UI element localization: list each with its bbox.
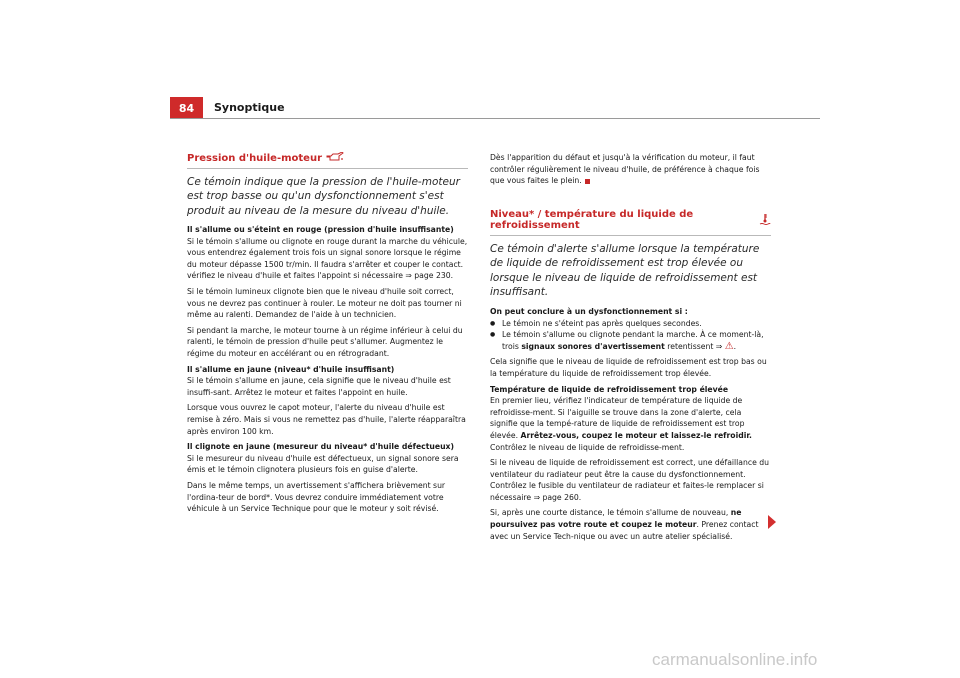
coolant-lead: Ce témoin d'alerte s'allume lorsque la température de liquide de refroidissement est trop élevée ou lorsque le niveau de liquide de refroidissement est insuffisant. (490, 242, 760, 299)
paragraph: Si le témoin lumineux clignote bien que le niveau d'huile soit correct, vous ne devrez pas continuer à rouler. Le moteur ne doit pas tourner ni même au ralenti. Demandez de l'aide à un technicien. (187, 287, 462, 320)
paragraph: Lorsque vous ouvrez le capot moteur, l'alerte du niveau d'huile est remise à zéro. Mais si vous ne remettez pas d'huile, l'alerte réapparaîtra après environ 100 km. (187, 403, 466, 436)
section-title: Synoptique (214, 101, 285, 114)
paragraph (490, 152, 771, 187)
subheading-yellow-blink: Il clignote en jaune (mesureur du niveau* d'huile défectueux) (187, 442, 455, 452)
oil-pressure-lead: Ce témoin indique que la pression de l'huile-moteur est trop basse ou qu'un dysfonctionnement s'est produit au niveau de la mesure du niveau d'huile. (187, 175, 460, 217)
paragraph-bold: ne poursuivez pas votre route et coupez le moteur (490, 508, 742, 530)
heading-text: Niveau* / température du liquide de refroidissement (490, 208, 694, 232)
list-item-bold: signaux sonores d'avertissement (521, 341, 665, 351)
watermark: carmanualsonline.info (652, 650, 818, 669)
paragraph: Si le niveau de liquide de refroidissement est correct, une défaillance du ventilateur du radiateur peut être la cause du dysfonctionnement. Contrôlez le fusible du ventilateur de radiateur et faites-le remplacer si nécessaire ⇒ page 260. (490, 458, 770, 502)
coolant-temperature-icon (759, 213, 771, 228)
list-item: ● Le témoin ne s'éteint pas après quelques secondes. (490, 318, 771, 330)
paragraph-text: . Prenez contact avec un Service Tech-nique ou avec un autre atelier spécialisé. (490, 520, 759, 541)
right-column (490, 152, 771, 546)
next-page-arrow-icon (768, 515, 776, 529)
left-column (187, 152, 468, 519)
warning-triangle-icon: ⚠ (724, 340, 734, 352)
end-mark-icon (585, 179, 590, 184)
page-number: 84 (170, 97, 203, 119)
header-divider (170, 118, 820, 119)
paragraph (490, 395, 771, 453)
heading-divider (187, 168, 468, 169)
oil-can-icon (326, 152, 344, 165)
subheading-yellow: Il s'allume en jaune (niveau* d'huile insuffisant) (187, 364, 395, 374)
paragraph: Si le témoin s'allume ou clignote en rouge durant la marche du véhicule, vous entendrez également trois fois un signal sonore lorsque le régime du moteur dépasse 1500 tr/min. Il faudra s'arrêter et couper le contact. vérifiez le niveau d'huile et faites l'appoint si nécessaire ⇒ page 230. (187, 236, 468, 281)
paragraph: Cela signifie que le niveau de liquide de refroidissement est trop bas ou la température du liquide de refroidissement trop élevée. (490, 357, 767, 378)
subheading-red: Il s'allume ou s'éteint en rouge (pression d'huile insuffisante) (187, 225, 454, 235)
subheading-malfunction: On peut conclure à un dysfonctionnement si : (490, 306, 688, 316)
paragraph-bold: Arrêtez-vous, coupez le moteur et laissez-le refroidir. (520, 430, 752, 440)
heading-divider (490, 235, 771, 236)
list-item-text: retentissent ⇒ (667, 341, 723, 351)
paragraph-text: Si, après une courte distance, le témoin s'allume de nouveau, (490, 508, 729, 518)
list-item-text: Le témoin s'allume ou clignote pendant la marche. À ce moment-là, trois (502, 330, 764, 351)
paragraph-text: En premier lieu, vérifiez l'indicateur de température de liquide de refroidisse-ment. Si l'aiguille se trouve dans la zone d'alerte, cela signifie que la tempé-rature de liquide de refroidissement est trop élevée. (490, 396, 745, 440)
paragraph: Si le mesureur du niveau d'huile est défectueux, un signal sonore sera émis et le témoin clignotera plusieurs fois en guise d'alerte. (187, 453, 459, 475)
page-header (170, 97, 820, 119)
paragraph-text: Dès l'apparition du défaut et jusqu'à la vérification du moteur, il faut contrôler régulièrement le niveau d'huile, de préférence à chaque fois que vous faites le plein. (490, 153, 760, 186)
heading-text: Pression d'huile-moteur (187, 152, 322, 164)
list-item: ● Le témoin s'allume ou clignote pendant la marche. À ce moment-là, trois signaux sonores d'avertissement retentissent ⇒ ⚠. (490, 329, 771, 352)
oil-pressure-heading (187, 152, 468, 165)
malfunction-list (490, 318, 771, 353)
paragraph: Dans le même temps, un avertissement s'affichera brièvement sur l'ordina-teur de bord*. Vous devrez conduire immédiatement votre véhicule à un Service Technique pour que le moteur y soit révisé. (187, 480, 446, 514)
subheading-temperature: Température de liquide de refroidissement trop élevée (490, 384, 729, 394)
paragraph: Si le témoin s'allume en jaune, cela signifie que le niveau d'huile est insuffi-sant. Arrêtez le moteur et faites l'appoint en huile. (187, 376, 451, 397)
paragraph-text: Contrôlez le niveau de liquide de refroidisse-ment. (490, 442, 685, 452)
coolant-heading (490, 209, 771, 232)
paragraph: Si pendant la marche, le moteur tourne à un régime inférieur à celui du ralenti, le témoin de pression d'huile peut s'allumer. Augmentez le régime du moteur en accélérant ou en rétrogradant. (187, 325, 463, 359)
paragraph (490, 507, 771, 542)
